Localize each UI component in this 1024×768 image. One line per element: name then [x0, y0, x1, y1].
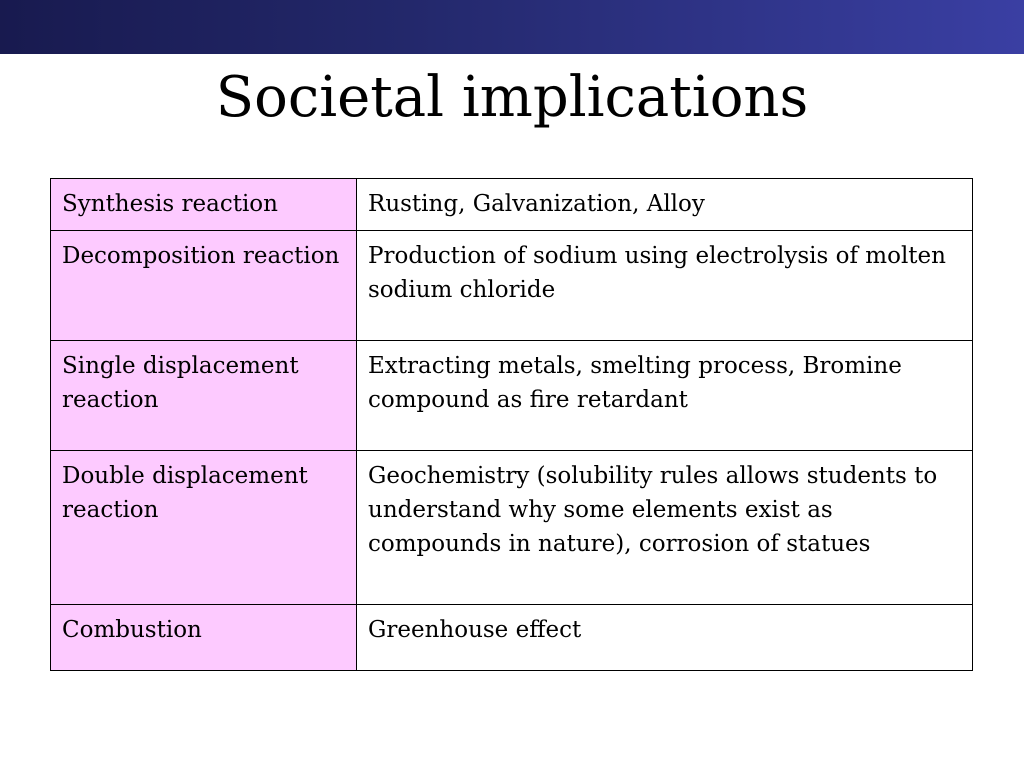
implication-cell: Geochemistry (solubility rules allows students to understand why some elements exist as compounds in nature), corrosion of statues: [357, 451, 973, 605]
implications-table: [50, 178, 973, 671]
reaction-type-cell: Decomposition reaction: [51, 231, 357, 341]
header-band: [0, 0, 1024, 54]
reaction-type-cell: Double displacement reaction: [51, 451, 357, 605]
reaction-type-cell: Combustion: [51, 605, 357, 671]
implication-cell: Extracting metals, smelting process, Bromine compound as fire retardant: [357, 341, 973, 451]
implication-cell: Greenhouse effect: [357, 605, 973, 671]
implication-cell: Rusting, Galvanization, Alloy: [357, 179, 973, 231]
reaction-type-cell: Single displacement reaction: [51, 341, 357, 451]
table-row: [51, 341, 973, 451]
table-row: [51, 605, 973, 671]
table-row: [51, 231, 973, 341]
implication-cell: Production of sodium using electrolysis of molten sodium chloride: [357, 231, 973, 341]
table-row: [51, 451, 973, 605]
slide-title: Societal implications: [215, 65, 809, 130]
reaction-type-cell: Synthesis reaction: [51, 179, 357, 231]
table-row: [51, 179, 973, 231]
